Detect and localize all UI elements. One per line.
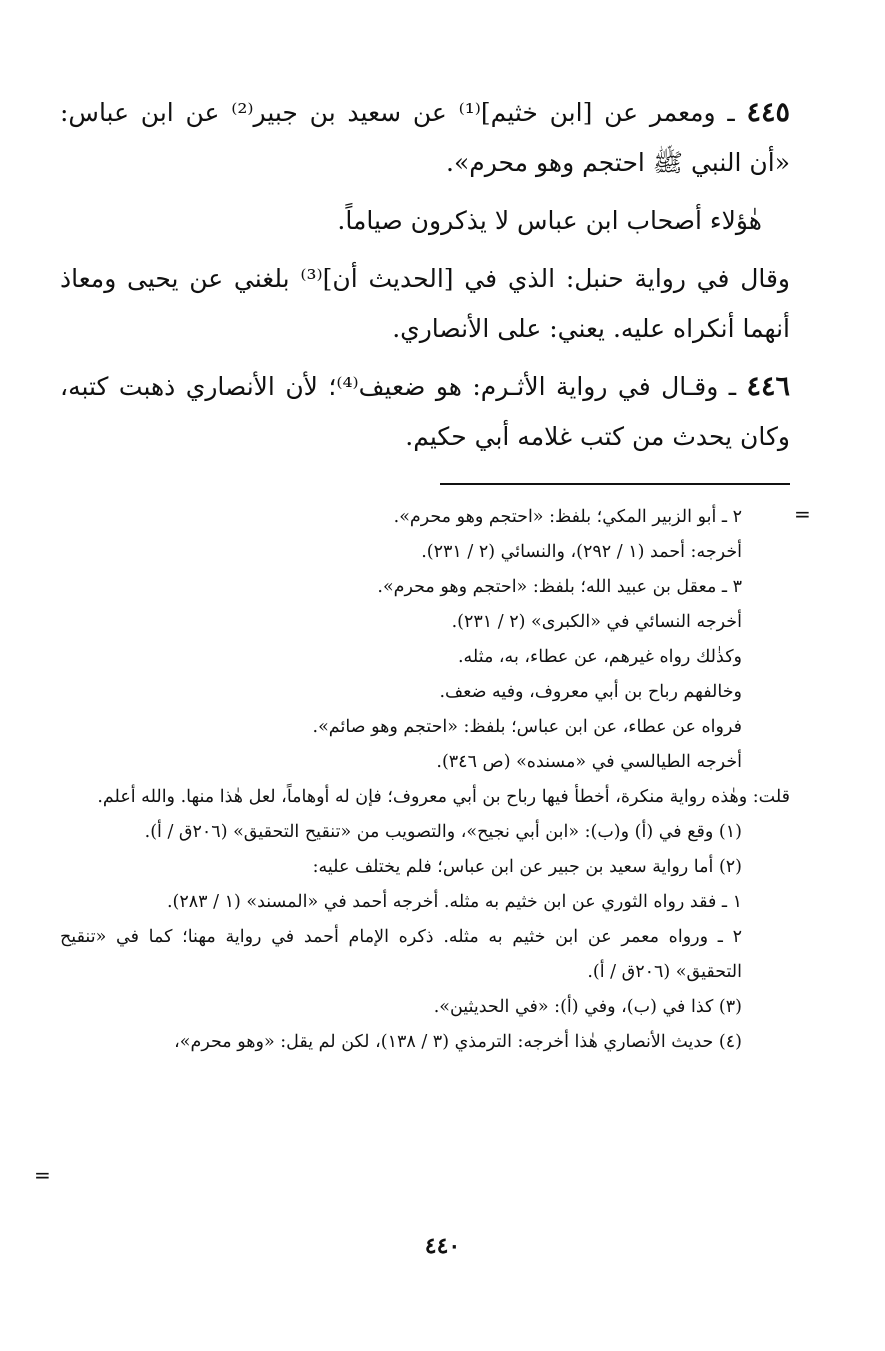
continuation-mark-top: = [794,502,811,526]
footnote-4: (٤) حديث الأنصاري هٰذا أخرجه: الترمذي (٣ / ١٣٨)، لكن لم يقل: «وهو محرم»، [174,1032,742,1052]
footnote-2-item-2: ٢ ـ ورواه معمر عن ابن خثيم به مثله. ذكره الإمام أحمد في رواية مهنا؛ كما في «تنقيح التحقيق» (٢٠٦ق / أ). [60,927,742,982]
footnote-line: وكذٰلك رواه غيرهم، عن عطاء، به، مثله. [457,647,742,667]
hadith-number-445: ٤٤٥ [746,97,790,128]
paragraph-companions: هٰؤلاء أصحاب ابن عباس لا يذكرون صياماً. [337,206,762,235]
footnote-1: (١) وقع في (أ) و(ب): «ابن أبي نجيح»، والتصويب من «تنقيح التحقيق» (٢٠٦ق / أ). [144,822,742,842]
footnote-line: وخالفهم رباح بن أبي معروف، وفيه ضعف. [439,682,742,702]
main-text-block [60,88,790,470]
footnote-line: أخرجه النسائي في «الكبرى» (٢ / ٢٣١). [451,612,742,632]
paragraph-446 [60,362,790,462]
page-number: ٤٤٠ [424,1233,461,1259]
footnote-divider [440,483,790,485]
paragraph-445-text: ـ ومعمر عن [ابن خثيم]⁽¹⁾ عن سعيد بن جبير⁽²⁾ عن ابن عباس: «أن النبي ﷺ احتجم وهو محرم». [60,98,790,177]
footnote-line: أخرجه الطيالسي في «مسنده» (ص ٣٤٦). [436,752,742,772]
paragraph-446-text: ـ وقـال في رواية الأثـرم: هو ضعيف⁽⁴⁾؛ لأن الأنصاري ذهبت كتبه، وكان يحدث من كتب غلامه أبي حكيم. [60,372,790,451]
footnote-2: (٢) أما رواية سعيد بن جبير عن ابن عباس؛ فلم يختلف عليه: [312,857,742,877]
footnote-line: ٢ ـ أبو الزبير المكي؛ بلفظ: «احتجم وهو محرم». [393,507,742,527]
footnote-3: (٣) كذا في (ب)، وفي (أ): «في الحديثين». [433,997,742,1017]
footnote-line: أخرجه: أحمد (١ / ٢٩٢)، والنسائي (٢ / ٢٣١). [421,542,742,562]
paragraph-445 [60,88,790,188]
hadith-number-446: ٤٤٦ [746,371,791,402]
continuation-mark-bottom: = [34,1163,51,1187]
footnote-line: فرواه عن عطاء، عن ابن عباس؛ بلفظ: «احتجم وهو صائم». [312,717,742,737]
footnote-line: قلت: وهٰذه رواية منكرة، أخطأ فيها رباح بن أبي معروف؛ فإن له أوهاماً، لعل هٰذا منها. والله أعلم. [97,787,790,807]
footnote-2-item-1: ١ ـ فقد رواه الثوري عن ابن خثيم به مثله. أخرجه أحمد في «المسند» (١ / ٢٨٣). [166,892,742,912]
footnotes-block [60,500,790,1060]
footnote-line: ٣ ـ معقل بن عبيد الله؛ بلفظ: «احتجم وهو محرم». [377,577,742,597]
paragraph-hanbal: وقال في رواية حنبل: الذي في [الحديث أن]⁽³⁾ بلغني عن يحيى ومعاذ أنهما أنكراه عليه. يعني: على الأنصاري. [60,264,790,343]
